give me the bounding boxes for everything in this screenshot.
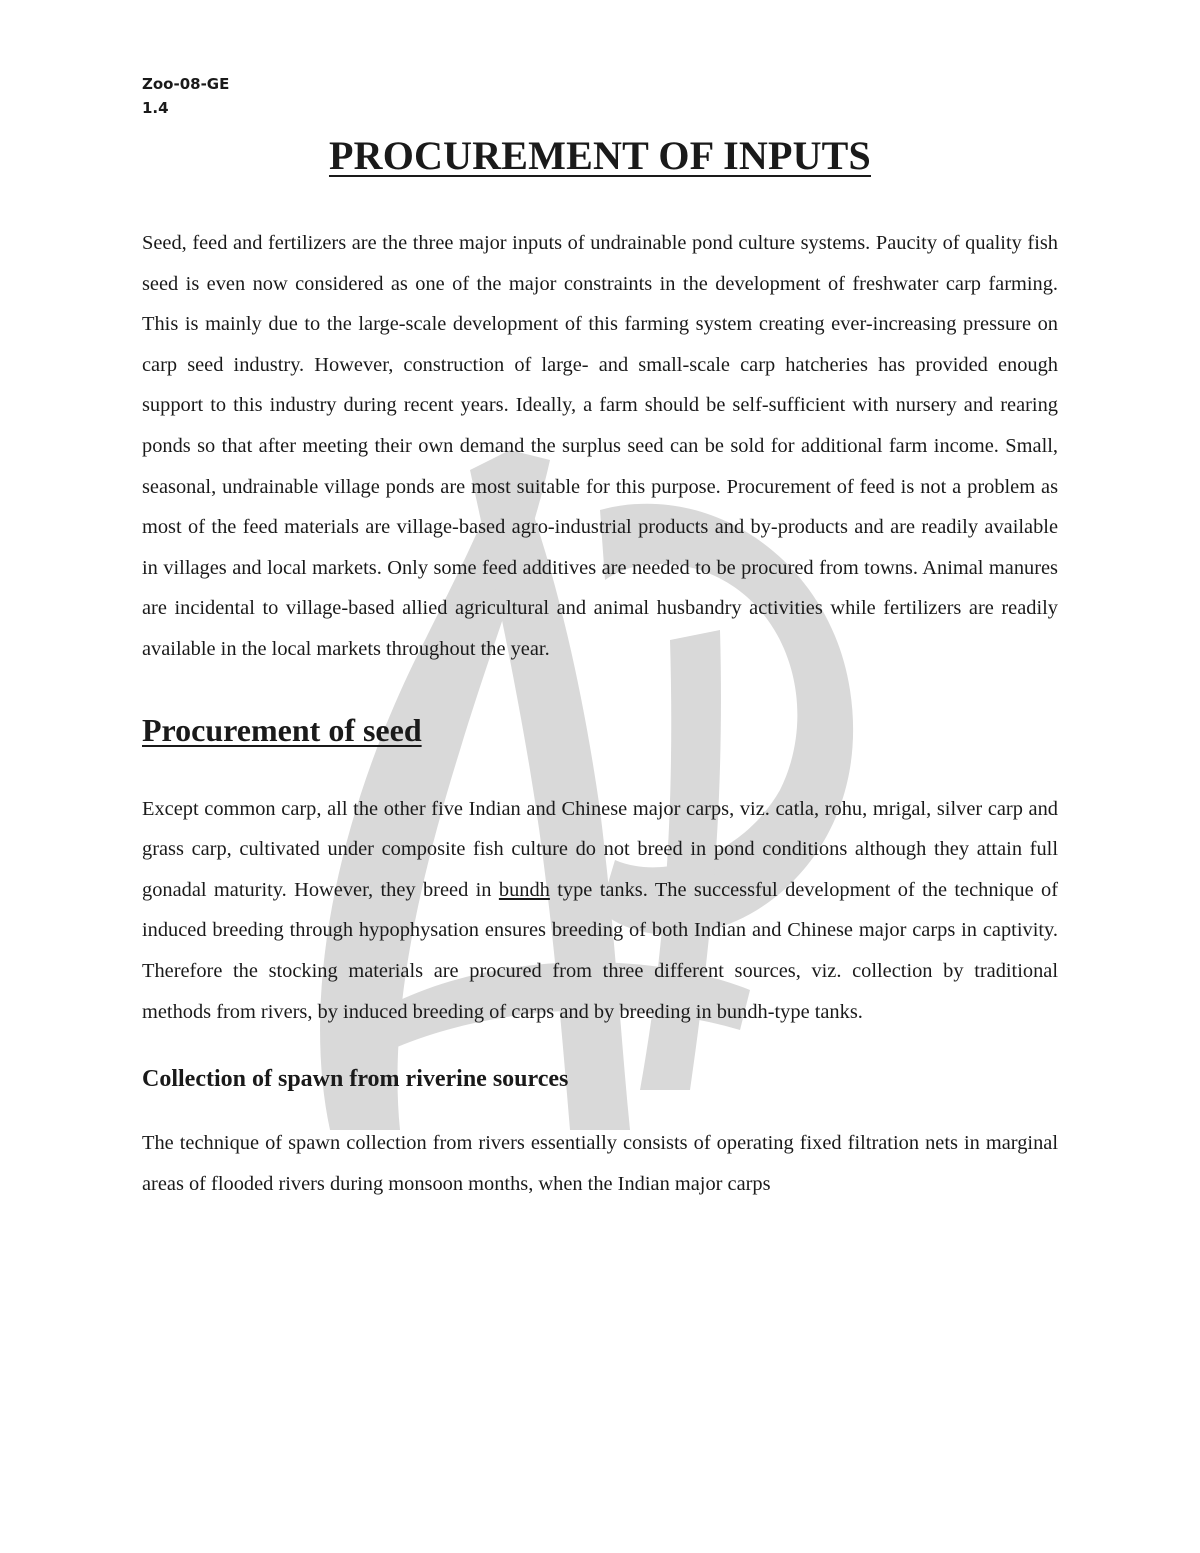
content-area (142, 72, 1058, 1204)
page-title: PROCUREMENT OF INPUTS (328, 133, 871, 178)
subsection-heading-spawn: Collection of spawn from riverine sources (142, 1066, 569, 1093)
document-code: Zoo-08-GE (142, 75, 230, 93)
seed-paragraph-part2: type tanks. The successful development of the technique of induced breeding through hypophysation ensures breeding of both Indian and Chinese major carps in captivity. Therefore the stocking materials are procured from three different sources, viz. collection by traditional methods from rivers, by induced breeding of carps and by breeding in bundh-type tanks. (142, 878, 1058, 1023)
seed-paragraph (142, 789, 1058, 1033)
seed-paragraph-part1: Except common carp, all the other five Indian and Chinese major carps, viz. catla, rohu, mrigal, silver carp and grass carp, cultivated under composite fish culture do not breed in pond conditions although they attain full gonadal maturity. However, they breed in (142, 797, 1058, 901)
section-number: 1.4 (142, 99, 169, 117)
spawn-paragraph: The technique of spawn collection from rivers essentially consists of operating fixed filtration nets in marginal areas of flooded rivers during monsoon months, when the Indian major carps (142, 1132, 1058, 1195)
bundh-underlined-term: bundh (498, 878, 550, 901)
section-heading-seed: Procurement of seed (142, 711, 422, 748)
intro-paragraph: Seed, feed and fertilizers are the three major inputs of undrainable pond culture systems. Paucity of quality fish seed is even now considered as one of the major constraints in the development of freshwater carp farming. This is mainly due to the large-scale development of this farming system creating ever-increasing pressure on carp seed industry. However, construction of large- and small-scale carp hatcheries has provided enough support to this industry during recent years. Ideally, a farm should be self-sufficient with nursery and rearing ponds so that after meeting their own demand the surplus seed can be sold for additional farm income. Small, seasonal, undrainable village ponds are most suitable for this purpose. Procurement of feed is not a problem as most of the feed materials are village-based agro-industrial products and by-products and are readily available in villages and local markets. Only some feed additives are needed to be procured from towns. Animal manures are incidental to village-based allied agricultural and animal husbandry activities while fertilizers are readily available in the local markets throughout the year. (142, 232, 1058, 660)
